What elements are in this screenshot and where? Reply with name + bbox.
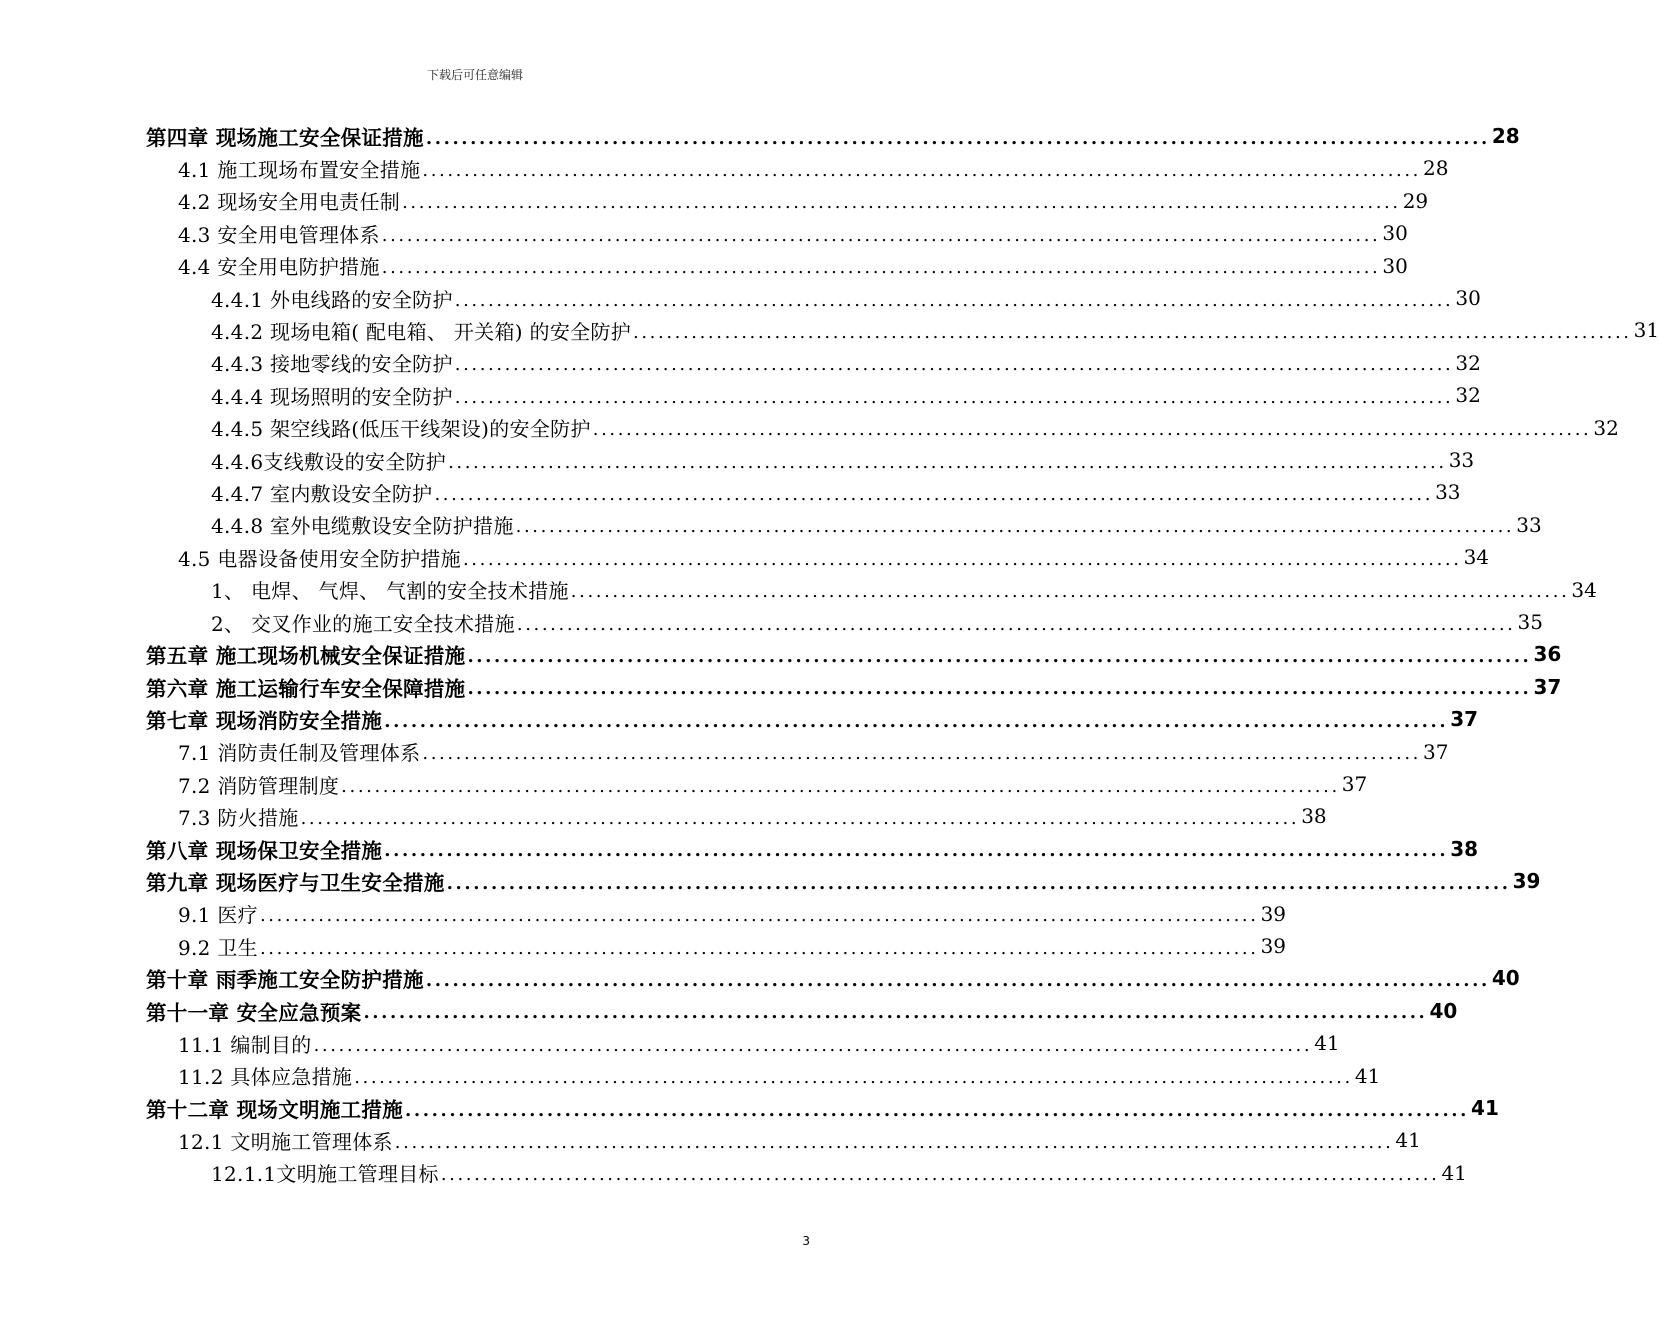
toc-entry[interactable] xyxy=(146,1092,1499,1124)
toc-entry-title: 2、 交叉作业的施工安全技术措施 xyxy=(211,611,515,636)
toc-dot-leader: ........................................................................................................................ xyxy=(300,807,1300,829)
toc-dot-leader: ........................................................................................................................ xyxy=(515,516,1515,538)
toc-dot-leader: ........................................................................................................................ xyxy=(454,354,1454,376)
toc-entry-title: 4.4.4 现场照明的安全防护 xyxy=(211,384,453,409)
toc-entry-title: 4.4.2 现场电箱( 配电箱、 开关箱) 的安全防护 xyxy=(211,319,632,344)
toc-entry-page: 28 xyxy=(1491,124,1520,148)
toc-dot-leader: ........................................................................................................................ xyxy=(354,1067,1353,1089)
toc-entry[interactable] xyxy=(211,1157,1467,1189)
toc-entry-title: 11.1 编制目的 xyxy=(178,1032,312,1057)
toc-dot-leader: ........................................................................................................................ xyxy=(313,1034,1313,1056)
toc-entry[interactable] xyxy=(178,541,1490,573)
toc-entry-title: 4.2 现场安全用电责任制 xyxy=(178,190,401,215)
toc-entry-title: 4.4.7 室内敷设安全防护 xyxy=(211,481,433,506)
toc-entry[interactable] xyxy=(211,314,1659,346)
toc-entry-page: 35 xyxy=(1517,610,1543,634)
toc-entry-title: 第十章 雨季施工安全防护措施 xyxy=(146,968,424,993)
toc-dot-leader: ........................................................................................................................ xyxy=(516,613,1516,635)
toc-entry-title: 第四章 现场施工安全保证措施 xyxy=(146,126,424,150)
toc-dot-leader: ........................................................................................................................ xyxy=(570,581,1570,603)
toc-dot-leader: ........................................................................................................................ xyxy=(422,159,1421,181)
toc-entry-page: 39 xyxy=(1260,934,1287,958)
toc-entry-title: 12.1.1文明施工管理目标 xyxy=(211,1162,439,1187)
toc-dot-leader: ........................................................................................................................ xyxy=(402,192,1401,214)
toc-entry[interactable] xyxy=(146,671,1562,703)
toc-entry[interactable] xyxy=(146,120,1520,152)
toc-entry-title: 第六章 施工运输行车安全保障措施 xyxy=(146,676,466,701)
toc-entry[interactable] xyxy=(211,476,1461,508)
toc-entry[interactable] xyxy=(211,379,1481,411)
toc-entry-title: 11.2 具体应急措施 xyxy=(178,1065,353,1090)
toc-dot-leader: ........................................................................................................................ xyxy=(467,678,1532,700)
toc-entry-title: 4.4.6支线敷设的安全防护 xyxy=(211,449,447,474)
toc-dot-leader: ........................................................................................................................ xyxy=(422,743,1421,765)
toc-entry-title: 7.2 消防管理制度 xyxy=(178,773,340,798)
toc-dot-leader: ........................................................................................................................ xyxy=(454,289,1454,311)
toc-entry-page: 41 xyxy=(1354,1063,1381,1088)
toc-dot-leader: ........................................................................................................................ xyxy=(384,710,1449,732)
toc-entry-page: 32 xyxy=(1455,350,1481,375)
toc-entry-title: 第七章 现场消防安全措施 xyxy=(146,709,383,734)
toc-entry[interactable] xyxy=(146,995,1458,1027)
toc-dot-leader: ........................................................................................................................ xyxy=(434,483,1434,505)
toc-entry[interactable] xyxy=(211,282,1481,314)
toc-entry-page: 36 xyxy=(1533,642,1562,667)
toc-dot-leader: ........................................................................................................................ xyxy=(405,1099,1470,1121)
toc-entry-page: 41 xyxy=(1471,1096,1499,1120)
toc-entry-page: 41 xyxy=(1441,1160,1467,1185)
toc-entry-title: 第五章 施工现场机械安全保证措施 xyxy=(146,644,466,669)
toc-entry[interactable] xyxy=(211,412,1619,444)
toc-entry-title: 9.1 医疗 xyxy=(178,903,258,928)
toc-dot-leader: ........................................................................................................................ xyxy=(462,548,1462,570)
toc-dot-leader: ........................................................................................................................ xyxy=(425,969,1490,991)
toc-entry[interactable] xyxy=(178,930,1287,962)
toc-dot-leader: ........................................................................................................................ xyxy=(633,321,1632,343)
toc-entry[interactable] xyxy=(178,250,1408,282)
toc-entry-page: 30 xyxy=(1382,253,1408,278)
toc-dot-leader: ........................................................................................................................ xyxy=(440,1164,1440,1186)
toc-entry-title: 第九章 现场医疗与卫生安全措施 xyxy=(146,871,445,896)
toc-entry-page: 30 xyxy=(1455,286,1481,310)
toc-entry-page: 41 xyxy=(1314,1031,1340,1056)
toc-dot-leader: ........................................................................................................................ xyxy=(363,1002,1428,1024)
toc-entry[interactable] xyxy=(178,1124,1421,1156)
toc-entry-page: 32 xyxy=(1455,383,1481,408)
toc-entry[interactable] xyxy=(146,962,1520,994)
toc-entry-title: 4.4.3 接地零线的安全防护 xyxy=(211,352,453,377)
toc-dot-leader: ........................................................................................................................ xyxy=(384,840,1449,862)
toc-entry[interactable] xyxy=(178,185,1429,217)
toc-entry-page: 37 xyxy=(1341,772,1368,796)
toc-entry-title: 第十一章 安全应急预案 xyxy=(146,1000,362,1025)
toc-entry-page: 37 xyxy=(1450,707,1479,732)
toc-entry-page: 40 xyxy=(1429,998,1458,1023)
toc-entry-page: 34 xyxy=(1571,577,1597,602)
toc-dot-leader: ........................................................................................................................ xyxy=(446,872,1511,894)
header-note: 下载后可任意编辑 xyxy=(426,68,523,82)
toc-entry-page: 39 xyxy=(1512,869,1541,894)
toc-dot-leader: ........................................................................................................................ xyxy=(381,224,1381,246)
toc-entry-page: 39 xyxy=(1260,901,1287,926)
toc-entry[interactable] xyxy=(211,347,1481,379)
toc-entry-page: 33 xyxy=(1448,448,1475,472)
toc-entry-page: 33 xyxy=(1516,512,1542,537)
toc-entry[interactable] xyxy=(211,574,1597,606)
toc-entry-page: 38 xyxy=(1450,836,1479,861)
toc-entry-page: 37 xyxy=(1422,739,1449,764)
toc-entry[interactable] xyxy=(146,638,1562,670)
toc-entry-title: 1、 电焊、 气焊、 气割的安全技术措施 xyxy=(211,579,569,604)
toc-entry[interactable] xyxy=(178,898,1287,930)
toc-entry-page: 37 xyxy=(1533,674,1562,699)
toc-entry-page: 33 xyxy=(1435,480,1461,505)
toc-entry-page: 38 xyxy=(1301,804,1327,829)
toc-entry-page: 32 xyxy=(1593,415,1619,440)
toc-entry-page: 29 xyxy=(1402,188,1429,213)
toc-dot-leader: ........................................................................................................................ xyxy=(448,451,1447,473)
toc-entry-page: 41 xyxy=(1395,1128,1421,1153)
toc-dot-leader: ........................................................................................................................ xyxy=(394,1131,1394,1153)
toc-entry-title: 4.4.8 室外电缆敷设安全防护措施 xyxy=(211,514,514,539)
toc-entry-title: 9.2 卫生 xyxy=(178,935,258,960)
toc-dot-leader: ........................................................................................................................ xyxy=(341,775,1340,797)
toc-entry-title: 4.3 安全用电管理体系 xyxy=(178,222,380,247)
toc-entry-page: 28 xyxy=(1422,156,1449,181)
toc-entry[interactable] xyxy=(211,606,1543,638)
toc-entry-page: 40 xyxy=(1491,966,1520,991)
toc-dot-leader: ........................................................................................................................ xyxy=(425,127,1490,149)
toc-entry[interactable] xyxy=(211,444,1475,476)
toc-entry-title: 4.4.5 架空线路(低压干线架设)的安全防护 xyxy=(211,417,591,442)
toc-dot-leader: ........................................................................................................................ xyxy=(259,905,1259,927)
toc-entry[interactable] xyxy=(178,768,1368,800)
toc-dot-leader: ........................................................................................................................ xyxy=(381,257,1381,279)
toc-entry-page: 31 xyxy=(1633,318,1659,343)
toc-entry-title: 第八章 现场保卫安全措施 xyxy=(146,838,383,863)
toc-entry-title: 4.4 安全用电防护措施 xyxy=(178,255,380,280)
toc-entry[interactable] xyxy=(178,800,1327,832)
toc-entry[interactable] xyxy=(146,865,1541,897)
toc-entry-page: 34 xyxy=(1463,545,1490,570)
toc-entry[interactable] xyxy=(211,509,1542,541)
toc-entry-title: 第十二章 现场文明施工措施 xyxy=(146,1098,404,1122)
toc-entry[interactable] xyxy=(178,217,1408,249)
toc-entry-title: 12.1 文明施工管理体系 xyxy=(178,1129,393,1154)
toc-entry-title: 7.1 消防责任制及管理体系 xyxy=(178,741,421,766)
toc-entry[interactable] xyxy=(178,152,1449,184)
toc-entry-title: 7.3 防火措施 xyxy=(178,805,299,830)
page-number: 3 xyxy=(802,1234,810,1248)
toc-entry[interactable] xyxy=(178,736,1449,768)
toc-entry[interactable] xyxy=(178,1027,1340,1059)
toc-entry[interactable] xyxy=(178,1060,1381,1092)
toc-dot-leader: ........................................................................................................................ xyxy=(467,645,1532,667)
toc-entry-page: 30 xyxy=(1382,221,1408,246)
toc-entry-title: 4.5 电器设备使用安全防护措施 xyxy=(178,546,461,571)
toc-dot-leader: ........................................................................................................................ xyxy=(592,419,1592,441)
toc-dot-leader: ........................................................................................................................ xyxy=(259,937,1259,959)
toc-entry-title: 4.4.1 外电线路的安全防护 xyxy=(211,287,453,312)
toc-dot-leader: ........................................................................................................................ xyxy=(454,386,1454,408)
toc-entry[interactable] xyxy=(146,833,1479,865)
toc-entry-title: 4.1 施工现场布置安全措施 xyxy=(178,157,421,182)
toc-entry[interactable] xyxy=(146,703,1479,735)
